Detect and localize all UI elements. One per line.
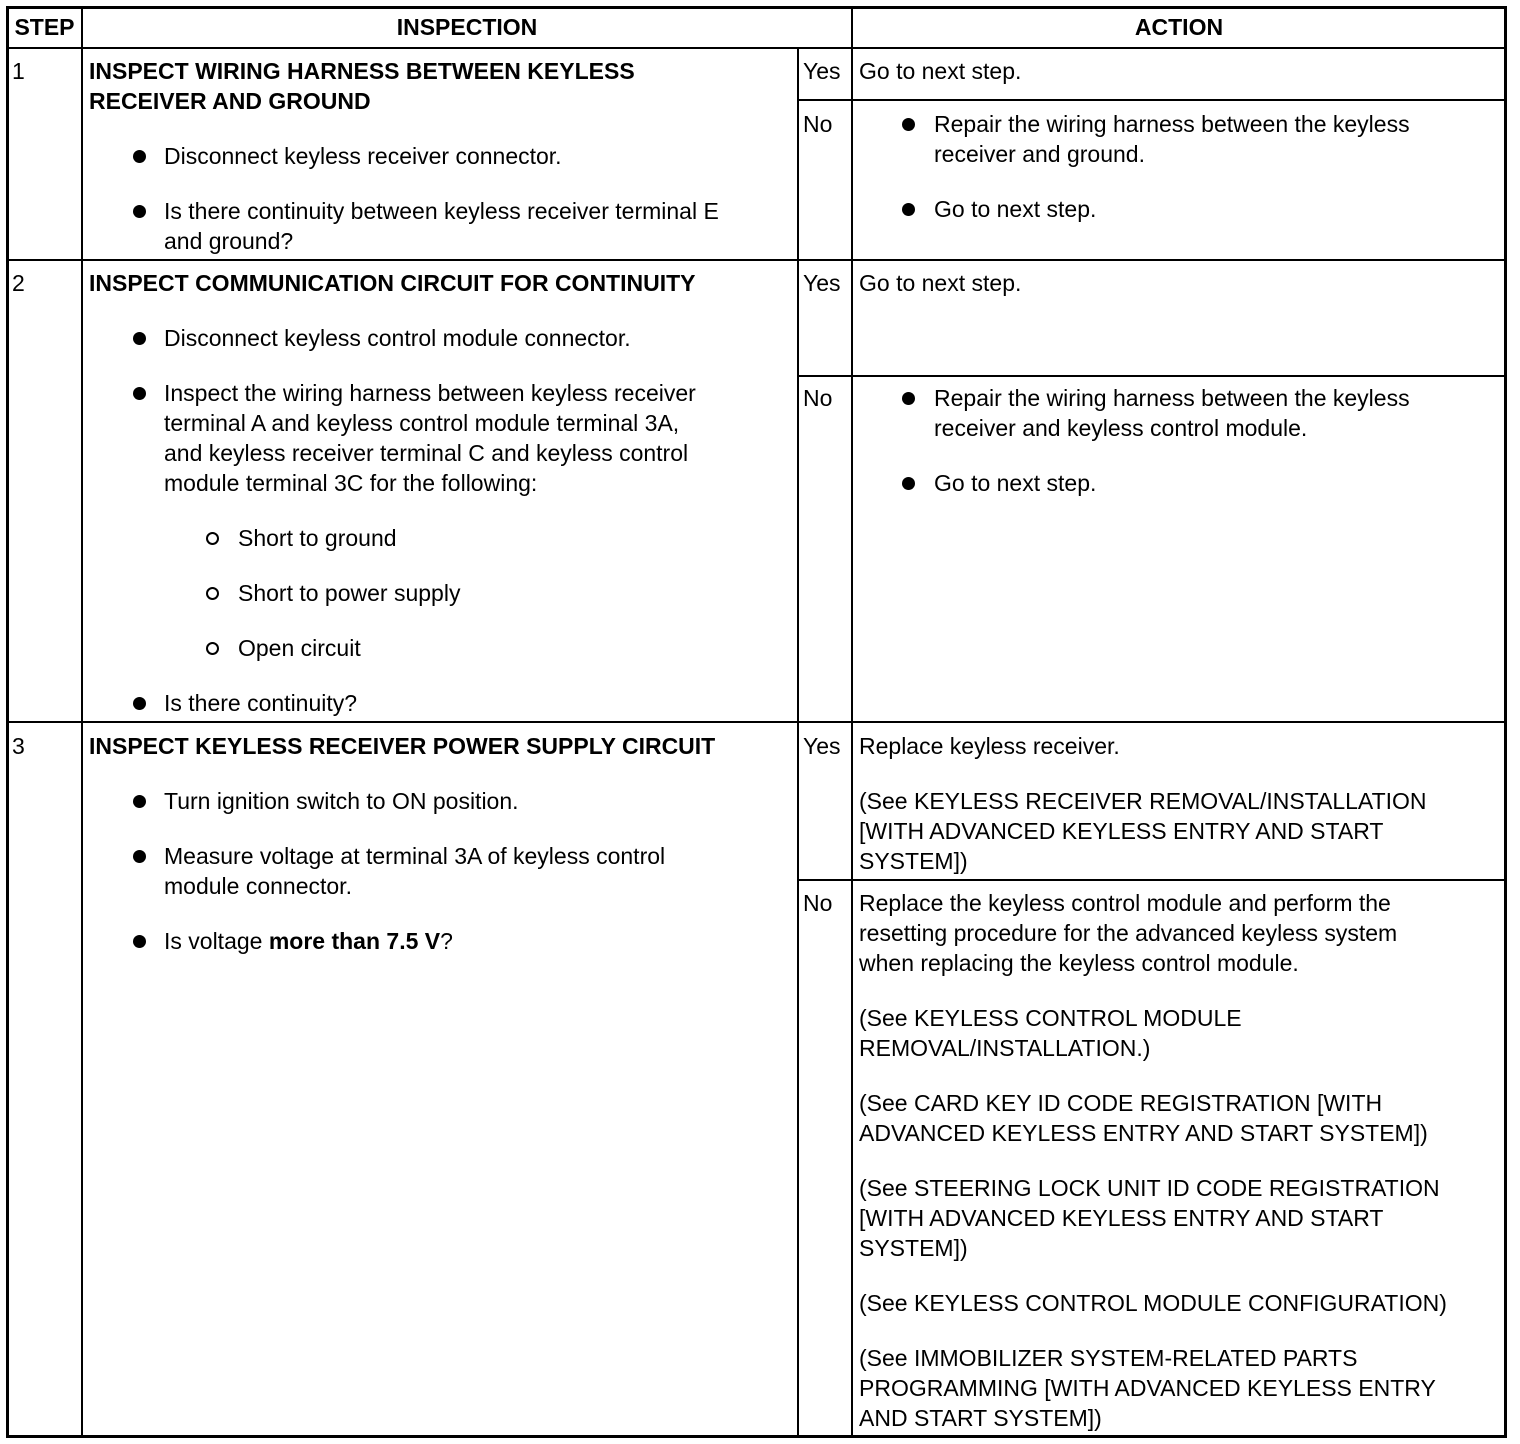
no-reference: (See KEYLESS CONTROL MODULE xyxy=(859,1005,1242,1031)
bullet-icon xyxy=(902,477,915,490)
no-reference: AND START SYSTEM]) xyxy=(859,1405,1102,1431)
inspection-sub-bullet: Short to power supply xyxy=(238,580,461,606)
bullet-icon xyxy=(133,795,146,808)
action-bullet: receiver and keyless control module. xyxy=(934,415,1308,441)
step-number: 3 xyxy=(12,733,25,759)
inspection-bullet: Inspect the wiring harness between keyless receiver xyxy=(164,380,696,406)
step-title: INSPECT COMMUNICATION CIRCUIT FOR CONTINUITY xyxy=(89,270,696,296)
row-divider xyxy=(8,721,1506,723)
bullet-icon xyxy=(133,935,146,948)
step-number: 1 xyxy=(12,58,25,84)
no-reference: (See IMMOBILIZER SYSTEM-RELATED PARTS xyxy=(859,1345,1358,1371)
no-action: when replacing the keyless control module. xyxy=(859,950,1299,976)
action-bullet: Repair the wiring harness between the keyless xyxy=(934,111,1410,137)
step-title: RECEIVER AND GROUND xyxy=(89,88,371,114)
bullet-icon xyxy=(902,118,915,131)
no-label: No xyxy=(803,890,833,916)
yes-action: Replace keyless receiver. xyxy=(859,733,1120,759)
inspection-bullet: Is there continuity? xyxy=(164,690,358,716)
no-reference: (See STEERING LOCK UNIT ID CODE REGISTRATION xyxy=(859,1175,1440,1201)
yes-label: Yes xyxy=(803,58,841,84)
voltage-question-post: ? xyxy=(440,928,453,954)
no-reference: [WITH ADVANCED KEYLESS ENTRY AND START xyxy=(859,1205,1384,1231)
inspection-bullet: Disconnect keyless receiver connector. xyxy=(164,143,562,169)
yes-label: Yes xyxy=(803,733,841,759)
bullet-icon xyxy=(133,205,146,218)
inspection-bullet: Turn ignition switch to ON position. xyxy=(164,788,519,814)
step-number: 2 xyxy=(12,270,25,296)
no-reference: SYSTEM]) xyxy=(859,1235,968,1261)
row-divider xyxy=(797,375,1506,377)
no-label: No xyxy=(803,111,833,137)
voltage-question xyxy=(164,926,453,956)
yes-label: Yes xyxy=(803,270,841,296)
inspection-bullet: terminal A and keyless control module terminal 3A, xyxy=(164,410,680,436)
yes-action: Go to next step. xyxy=(859,58,1022,84)
bullet-icon xyxy=(133,850,146,863)
row-divider xyxy=(797,99,1506,101)
no-reference: (See CARD KEY ID CODE REGISTRATION [WITH xyxy=(859,1090,1383,1116)
yes-reference: (See KEYLESS RECEIVER REMOVAL/INSTALLATION xyxy=(859,788,1427,814)
no-reference: ADVANCED KEYLESS ENTRY AND START SYSTEM]) xyxy=(859,1120,1428,1146)
inspection-sub-bullet: Open circuit xyxy=(238,635,361,661)
header-inspection: INSPECTION xyxy=(396,14,538,40)
bullet-icon xyxy=(133,697,146,710)
no-reference: REMOVAL/INSTALLATION.) xyxy=(859,1035,1151,1061)
voltage-threshold: more than 7.5 V xyxy=(268,928,441,954)
action-bullet: Go to next step. xyxy=(934,196,1097,222)
bullet-icon xyxy=(133,150,146,163)
sub-bullet-icon xyxy=(206,587,219,600)
inspection-bullet: Measure voltage at terminal 3A of keyless control xyxy=(164,843,666,869)
step-title: INSPECT KEYLESS RECEIVER POWER SUPPLY CIRCUIT xyxy=(89,733,716,759)
inspection-sub-bullet: Short to ground xyxy=(238,525,397,551)
inspection-bullet: and ground? xyxy=(164,228,294,254)
yes-reference: [WITH ADVANCED KEYLESS ENTRY AND START xyxy=(859,818,1384,844)
no-action: Replace the keyless control module and perform the xyxy=(859,890,1391,916)
no-action: resetting procedure for the advanced keyless system xyxy=(859,920,1398,946)
header-action: ACTION xyxy=(1134,14,1224,40)
no-reference: PROGRAMMING [WITH ADVANCED KEYLESS ENTRY xyxy=(859,1375,1436,1401)
row-divider xyxy=(797,879,1506,881)
inspection-bullet: Disconnect keyless control module connector. xyxy=(164,325,631,351)
row-divider xyxy=(8,259,1506,261)
row-divider xyxy=(8,47,1506,49)
action-bullet: Repair the wiring harness between the keyless xyxy=(934,385,1410,411)
step-title: INSPECT WIRING HARNESS BETWEEN KEYLESS xyxy=(89,58,635,84)
header-step: STEP xyxy=(14,14,75,40)
no-reference: (See KEYLESS CONTROL MODULE CONFIGURATION) xyxy=(859,1290,1447,1316)
bullet-icon xyxy=(902,392,915,405)
no-label: No xyxy=(803,385,833,411)
column-divider xyxy=(797,48,799,1437)
action-bullet: Go to next step. xyxy=(934,470,1097,496)
bullet-icon xyxy=(133,387,146,400)
sub-bullet-icon xyxy=(206,642,219,655)
yes-reference: SYSTEM]) xyxy=(859,848,968,874)
inspection-bullet: module connector. xyxy=(164,873,352,899)
sub-bullet-icon xyxy=(206,532,219,545)
inspection-bullet: Is there continuity between keyless receiver terminal E xyxy=(164,198,719,224)
inspection-bullet: module terminal 3C for the following: xyxy=(164,470,538,496)
inspection-bullet: and keyless receiver terminal C and keyless control xyxy=(164,440,689,466)
bullet-icon xyxy=(902,203,915,216)
action-bullet: receiver and ground. xyxy=(934,141,1145,167)
yes-action: Go to next step. xyxy=(859,270,1022,296)
voltage-question-pre: Is voltage xyxy=(164,928,269,954)
bullet-icon xyxy=(133,332,146,345)
